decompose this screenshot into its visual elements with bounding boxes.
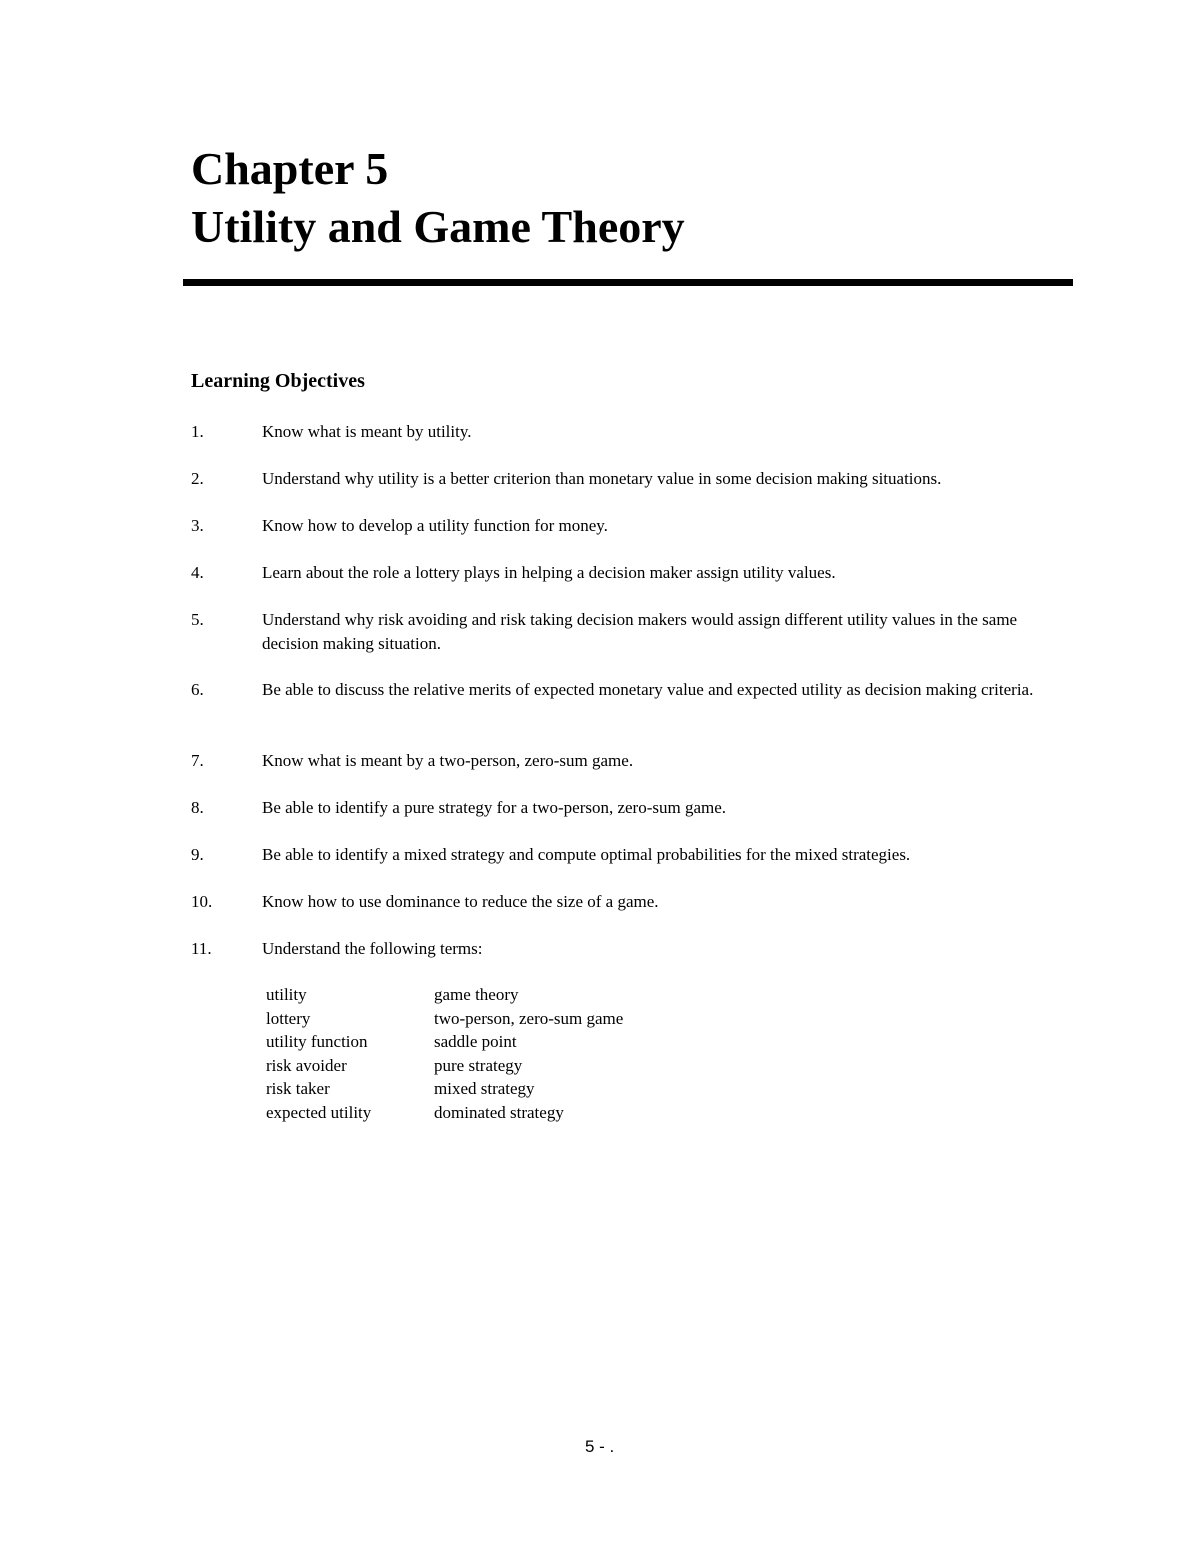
objective-text: Know what is meant by a two-person, zero-sum game. <box>262 751 634 770</box>
objective-number: 11. <box>191 939 212 958</box>
objective-text: Understand why risk avoiding and risk taking decision makers would assign different utility values in the same decision making situation. <box>262 610 1018 653</box>
objective-number: 3. <box>191 516 204 535</box>
term: pure strategy <box>434 1055 523 1075</box>
objective-number: 4. <box>191 563 204 582</box>
objective-number: 8. <box>191 798 204 817</box>
term: expected utility <box>266 1102 372 1122</box>
chapter-name: Utility and Game Theory <box>191 201 685 252</box>
objective-text: Be able to identify a pure strategy for a two-person, zero-sum game. <box>262 798 727 817</box>
objective-number: 5. <box>191 610 204 629</box>
term: two-person, zero-sum game <box>434 1008 624 1028</box>
objective-number: 10. <box>191 892 213 911</box>
objective-text: Understand the following terms: <box>262 939 483 958</box>
title-divider <box>183 279 1073 286</box>
terms-column-left <box>266 983 371 1125</box>
terms-column-right <box>434 983 623 1125</box>
term: risk taker <box>266 1079 330 1099</box>
term: game theory <box>434 985 519 1004</box>
term: risk avoider <box>266 1055 347 1075</box>
objective-text: Know what is meant by utility. <box>262 422 472 441</box>
objective-number: 2. <box>191 469 204 488</box>
objective-number: 1. <box>191 422 204 441</box>
term: lottery <box>266 1008 311 1028</box>
objective-number: 9. <box>191 845 204 864</box>
term: utility function <box>266 1032 368 1052</box>
objective-text: Be able to identify a mixed strategy and compute optimal probabilities for the mixed strategies. <box>262 845 911 864</box>
term: saddle point <box>434 1032 517 1052</box>
section-heading: Learning Objectives <box>191 370 365 392</box>
objective-number: 6. <box>191 680 204 699</box>
chapter-title <box>191 140 685 256</box>
objective-text: Be able to discuss the relative merits of expected monetary value and expected utility as decision making criteria. <box>262 680 1034 699</box>
term: utility <box>266 985 307 1004</box>
objective-text: Understand why utility is a better criterion than monetary value in some decision making situations. <box>262 469 942 488</box>
objective-text: Learn about the role a lottery plays in helping a decision maker assign utility values. <box>262 563 836 582</box>
term: mixed strategy <box>434 1079 535 1099</box>
objective-text: Know how to develop a utility function for money. <box>262 516 608 535</box>
term: dominated strategy <box>434 1102 564 1122</box>
objective-number: 7. <box>191 751 204 770</box>
objective-text: Know how to use dominance to reduce the size of a game. <box>262 892 659 911</box>
chapter-number: Chapter 5 <box>191 143 389 194</box>
page-number: 5 - . <box>585 1437 615 1456</box>
